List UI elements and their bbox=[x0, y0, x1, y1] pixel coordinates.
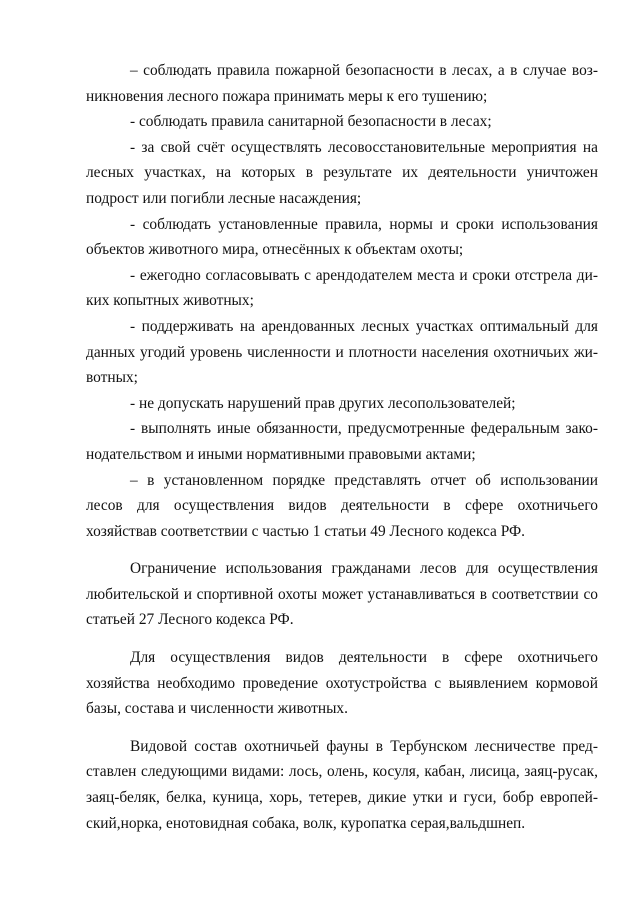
paragraph-hunting-management: Для осуществления видов деятельности в сфере охотничьего хозяйства необходимо проведение охотустройства с выявлением кормовой базы, состава и численности животных. bbox=[86, 649, 598, 718]
list-item-other-obligations: - выполнять иные обязанности, предусмотренные федеральным законодательством и иными нормативными правовыми актами; bbox=[86, 420, 598, 463]
list-item-report-submission: – в установленном порядке представлять отчет об использовании лесов для осуществления видов деятельности в сфере охотничьего хозяйствав соответствии с частью 1 статьи 49 Лесного кодекса РФ. bbox=[86, 471, 598, 540]
list-item-fire-safety: – соблюдать правила пожарной безопасности в лесах, а в случае возникновения лесного пожара принимать меры к его тушению; bbox=[86, 62, 598, 105]
list-item-other-users-rights: - не допускать нарушений прав других лесопользователей; bbox=[130, 394, 516, 412]
list-item-hunting-rules: - соблюдать установленные правила, нормы и сроки использования объектов животного мира, отнесённых к объектам охоты; bbox=[86, 215, 598, 259]
paragraph-species-composition: Видовой состав охотничьей фауны в Тербунском лесничестве представлен следующими видами: лось, олень, косуля, кабан, лисица, заяц-русак, заяц-беляк, белка, куница, хорь, тетерев, дикие утки и гуси, бобр европейский,норка, енотовидная собака, волк, куропатка серая,вальдшнеп. bbox=[86, 737, 598, 832]
list-item-reforestation: - за свой счёт осуществлять лесовосстановительные мероприятия на лесных участках, на которых в результате их деятельности уничтожен подрост или погибли лесные насаждения; bbox=[86, 138, 598, 207]
list-item-sanitary-safety: - соблюдать правила санитарной безопасности в лесах; bbox=[130, 113, 492, 131]
list-item-population-level: - поддерживать на арендованных лесных участках оптимальный для данных угодий уровень численности и плотности населения охотничьих животных; bbox=[86, 317, 598, 387]
document-page bbox=[86, 58, 598, 836]
paragraph-hunting-restriction: Ограничение использования гражданами лесов для осуществления любительской и спортивной охоты может устанавливаться в соответствии со статьей 27 Лесного кодекса РФ. bbox=[86, 560, 598, 629]
list-item-culling-agreement: - ежегодно согласовывать с арендодателем места и сроки отстрела диких копытных животных; bbox=[86, 266, 598, 310]
